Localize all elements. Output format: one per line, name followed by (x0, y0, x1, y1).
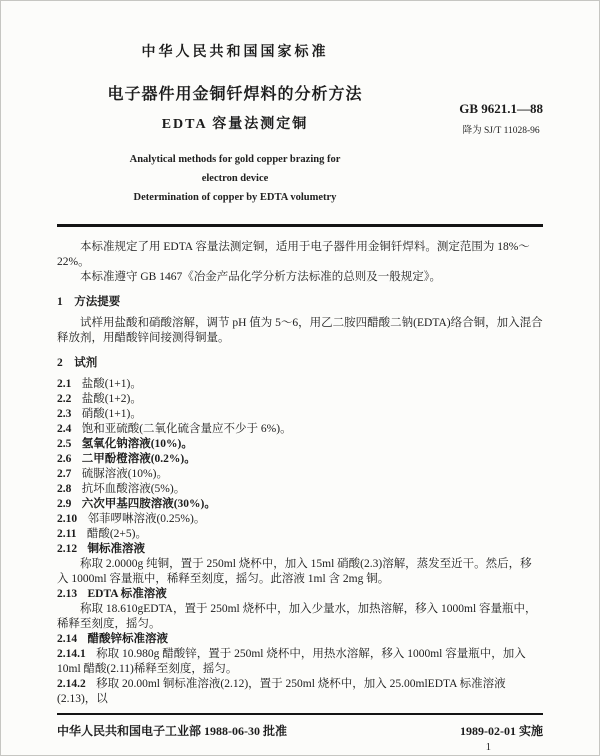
clause-item (57, 647, 543, 677)
clause-text: 抗坏血酸溶液(5%)。 (81, 483, 186, 495)
document-footer (57, 713, 543, 739)
clause-text: 六次甲基四胺溶液(30%)。 (81, 498, 216, 510)
clause-text: 氢氧化钠溶液(10%)。 (81, 438, 193, 450)
clause-text: EDTA 标准溶液 (87, 588, 167, 600)
clause-item (57, 392, 543, 407)
clause-item (57, 407, 543, 422)
clause-item (57, 542, 543, 557)
clause-text: 铜标准溶液 (87, 543, 145, 555)
title-en-line-3: Determination of copper by EDTA volumetry (133, 192, 337, 203)
clause-item (57, 587, 543, 602)
section-heading: 2 试剂 (57, 357, 98, 369)
header-title-block (57, 41, 413, 207)
clause-text: 硝酸(1+1)。 (81, 408, 142, 420)
clause-number: 2.4 (57, 423, 72, 435)
page-number: 1 (485, 742, 491, 753)
paragraph: 本标准遵守 GB 1467《冶金产品化学分析方法标准的总则及一般规定》。 (80, 271, 441, 283)
paragraph: 称取 2.0000g 纯铜，置于 250ml 烧杯中，加入 15ml 硝酸(2.3)溶解，蒸发至近干。然后，移入 1000ml 容量瓶中，稀释至刻度，摇匀。此溶液 1ml 含 2mg 铜。 (57, 558, 532, 585)
clause-item (57, 452, 543, 467)
clause-item (57, 467, 543, 482)
standard-type-label: 中华人民共和国国家标准 (141, 45, 329, 60)
document-subtitle-cn: EDTA 容量法测定铜 (161, 117, 309, 132)
clause-number: 2.14.2 (57, 678, 86, 690)
header-divider (57, 224, 543, 227)
clause-number: 2.10 (57, 513, 78, 525)
paragraph: 称取 18.610gEDTA，置于 250ml 烧杯中，加入少量水，加热溶解，移入 1000ml 容量瓶中，稀释至刻度，摇匀。 (57, 603, 537, 630)
clause-number: 2.14.1 (57, 648, 86, 660)
paragraph: 本标准规定了用 EDTA 容量法测定铜，适用于电子器件用金铜钎焊料。测定范围为 18%～22%。 (57, 241, 530, 268)
clause-item (57, 527, 543, 542)
clause-number: 2.3 (57, 408, 72, 420)
clause-number: 2.7 (57, 468, 72, 480)
document-title-cn: 电子器件用金铜钎焊料的分析方法 (107, 86, 363, 103)
clause-item (57, 632, 543, 647)
clause-number: 2.12 (57, 543, 78, 555)
clause-text: 移取 20.00ml 铜标准溶液(2.12)，置于 250ml 烧杯中，加入 25.00mlEDTA 标准溶液(2.13)，以 (57, 678, 506, 705)
clause-item (57, 512, 543, 527)
clause-text: 二甲酚橙溶液(0.2%)。 (81, 453, 196, 465)
footer-divider (57, 713, 543, 715)
clause-item (57, 422, 543, 437)
clause-number: 2.13 (57, 588, 78, 600)
clause-number: 2.11 (57, 528, 77, 540)
title-en-line-2: electron device (201, 173, 269, 184)
approval-note: 中华人民共和国电子工业部 1988-06-30 批准 (57, 724, 287, 738)
clause-number: 2.8 (57, 483, 72, 495)
standard-number-block (459, 101, 543, 136)
clause-text: 邻菲啰啉溶液(0.25%)。 (87, 513, 206, 525)
clause-number: 2.5 (57, 438, 72, 450)
title-en-line-1: Analytical methods for gold copper brazing for (129, 154, 341, 165)
paragraph: 试样用盐酸和硝酸溶解，调节 pH 值为 5～6，用乙二胺四醋酸二钠(EDTA)络合铜，加入混合释放剂，用醋酸锌间接测得铜量。 (57, 317, 543, 344)
clause-text: 硫脲溶液(10%)。 (81, 468, 168, 480)
section-heading: 1 方法提要 (57, 296, 121, 308)
standard-number: GB 9621.1—88 (459, 101, 543, 116)
superseded-note: 降为 SJ/T 11028-96 (462, 126, 540, 136)
clause-text: 盐酸(1+1)。 (81, 378, 142, 390)
content-blocks (57, 240, 543, 707)
implementation-note: 1989-02-01 实施 (460, 724, 543, 738)
clause-text: 盐酸(1+2)。 (81, 393, 142, 405)
clause-item (57, 497, 543, 512)
clause-text: 饱和亚硫酸(二氧化硫含量应不少于 6%)。 (81, 423, 292, 435)
clause-number: 2.14 (57, 633, 78, 645)
clause-text: 醋酸锌标准溶液 (87, 633, 168, 645)
clause-text: 称取 10.980g 醋酸锌，置于 250ml 烧杯中，用热水溶解，移入 1000ml 容量瓶中，加入 10ml 醋酸(2.11)稀释至刻度，摇匀。 (57, 648, 526, 675)
clause-item (57, 677, 543, 707)
clause-item (57, 377, 543, 392)
footer-row (57, 722, 543, 739)
clause-number: 2.2 (57, 393, 72, 405)
clause-item (57, 437, 543, 452)
clause-number: 2.9 (57, 498, 72, 510)
document-title-en (57, 150, 413, 207)
document-header (57, 41, 543, 207)
clause-number: 2.1 (57, 378, 72, 390)
clause-item (57, 482, 543, 497)
clause-text: 醋酸(2+5)。 (86, 528, 147, 540)
clause-number: 2.6 (57, 453, 72, 465)
